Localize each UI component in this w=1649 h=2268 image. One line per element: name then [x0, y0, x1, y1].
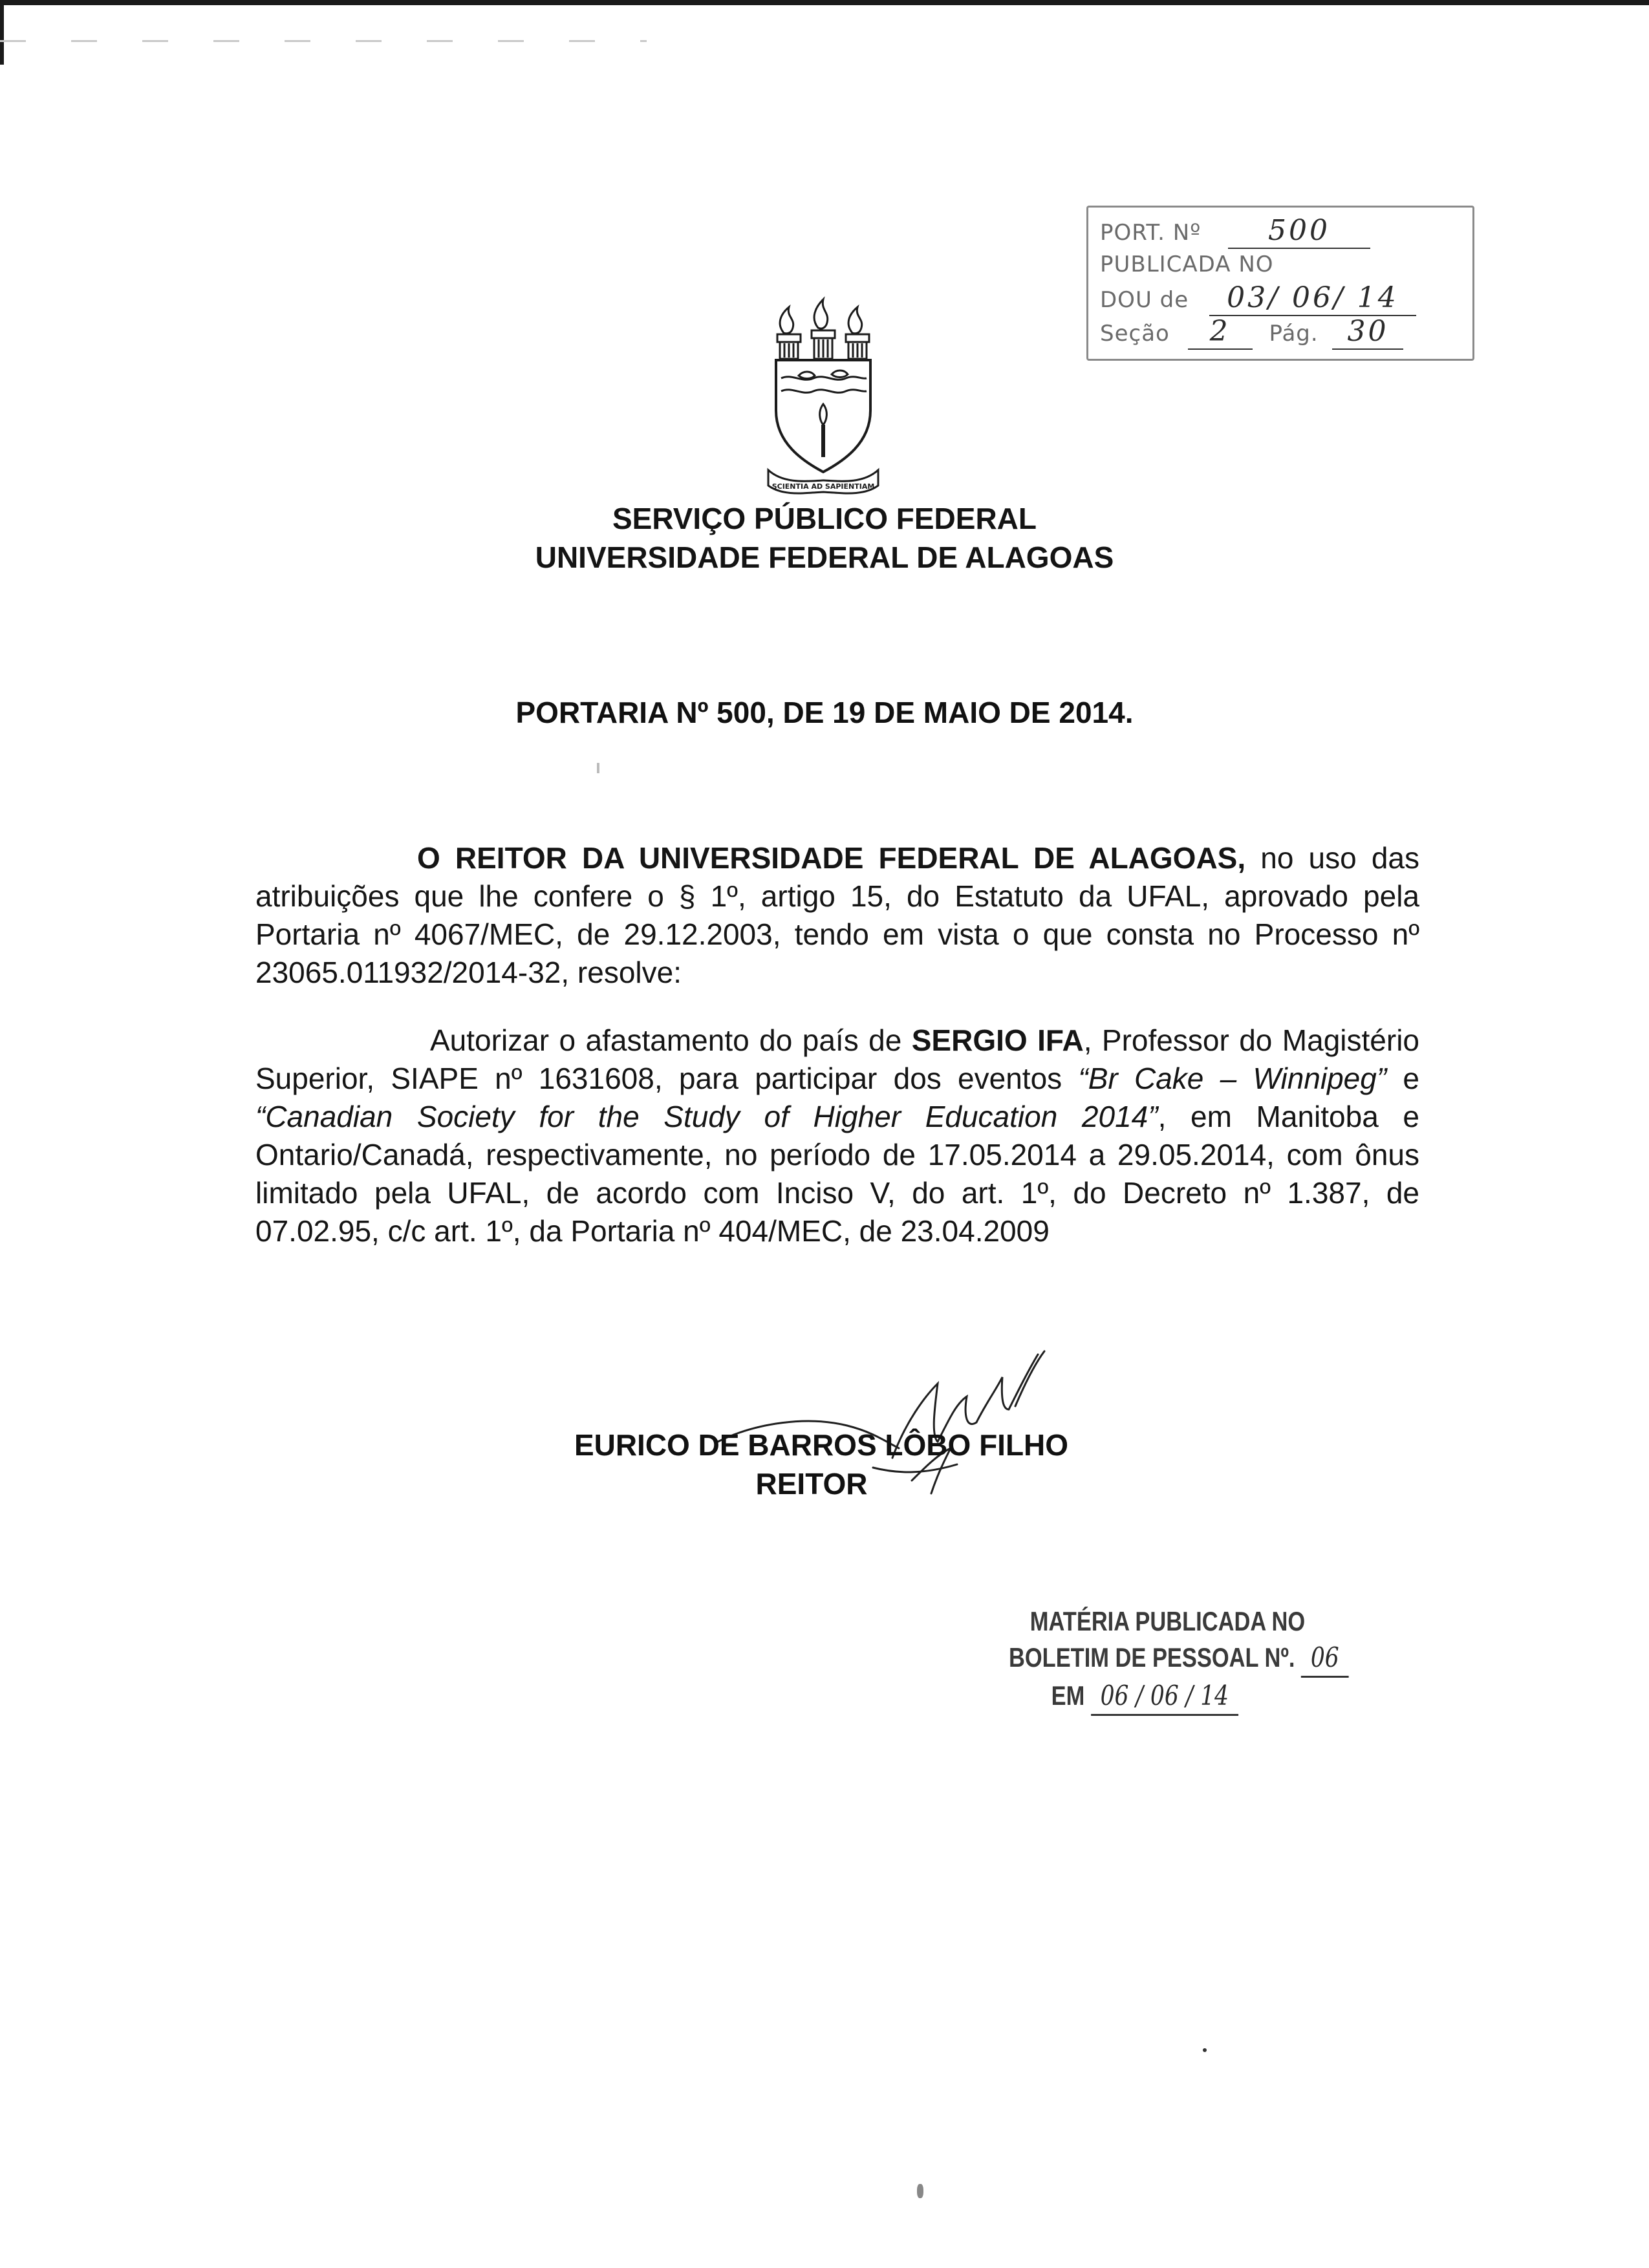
ufal-coat-of-arms-icon	[763, 288, 883, 495]
boletim-line-1: MATÉRIA PUBLICADA NO	[1029, 1606, 1306, 1636]
scan-speck	[1203, 2048, 1207, 2052]
scan-speck	[917, 2184, 923, 2198]
stamp-pag-label: Pág.	[1269, 321, 1319, 347]
scan-border-left	[0, 0, 4, 65]
stamp-dou-row	[1100, 281, 1461, 315]
decision-text-3: e	[1386, 1062, 1419, 1095]
signatory-role: REITOR	[755, 1467, 868, 1501]
decision-person-name: SERGIO IFA	[911, 1023, 1084, 1057]
stamp-secao-label: Seção	[1100, 321, 1170, 347]
boletim-number-label: BOLETIM DE PESSOAL Nº.	[1009, 1642, 1295, 1673]
boletim-line-2	[1009, 1640, 1337, 1678]
preamble-lead: O REITOR DA UNIVERSIDADE FEDERAL DE ALAGOAS,	[417, 841, 1246, 875]
decision-text-1: Autorizar o afastamento do país de	[430, 1023, 912, 1057]
boletim-stamp	[1009, 1603, 1337, 1716]
boletim-date-value: 06 / 06 / 14	[1091, 1678, 1238, 1716]
stamp-pag-value: 30	[1332, 315, 1403, 350]
stamp-secao-value: 2	[1188, 315, 1253, 350]
scan-border-top	[0, 0, 1649, 5]
header-line-2: UNIVERSIDADE FEDERAL DE ALAGOAS	[535, 540, 1114, 574]
decision-event-2: “Canadian Society for the Study of Higher Education 2014”	[255, 1100, 1158, 1133]
paragraph-preamble	[255, 839, 1419, 992]
stamp-port-label: PORT. Nº	[1100, 220, 1202, 246]
header-line-1: SERVIÇO PÚBLICO FEDERAL	[612, 502, 1037, 535]
scan-artifact-dashes	[0, 40, 647, 42]
decision-text-2: , Professor do Magistério Superior, SIAPE nº 1631608, para participar dos eventos	[255, 1023, 1419, 1095]
crest-motto: SCIENTIA AD SAPIENTIAM	[771, 482, 875, 491]
stamp-publicada-label: PUBLICADA NO	[1100, 251, 1274, 277]
stamp-dou-label: DOU de	[1100, 287, 1189, 313]
signatory-name: EURICO DE BARROS LÔBO FILHO	[574, 1428, 1069, 1462]
stamp-publicada-row	[1100, 248, 1461, 281]
publication-stamp	[1086, 206, 1474, 361]
institution-header	[0, 499, 1649, 577]
stamp-dou-date: 03/ 06/ 14	[1209, 281, 1416, 316]
preamble-rest: no uso das atribuições que lhe confere o § 1º, artigo 15, do Estatuto da UFAL, aprovado pela Portaria nº 4067/MEC, de 29.12.2003, tendo em vista o que consta no Processo nº 23065.011932/2014-32, resolve:	[255, 841, 1419, 989]
paragraph-decision	[255, 1022, 1419, 1250]
stamp-port-value: 500	[1228, 214, 1370, 249]
decision-text-4: , em Manitoba e Ontario/Canadá, respectivamente, no período de 17.05.2014 a 29.05.2014, com ônus limitado pela UFAL, de acordo com Inciso V, do art. 1º, do Decreto nº 1.387, de 07.02.95, c/c art. 1º, da Portaria nº 404/MEC, de 23.04.2009	[255, 1100, 1420, 1248]
decision-event-1: “Br Cake – Winnipeg”	[1078, 1062, 1387, 1095]
stamp-secao-row	[1100, 315, 1461, 348]
scan-speck	[597, 763, 599, 773]
boletim-number-value: 06	[1301, 1640, 1348, 1678]
boletim-date-label: EM	[1051, 1680, 1085, 1711]
document-title: PORTARIA Nº 500, DE 19 DE MAIO DE 2014.	[515, 696, 1134, 729]
boletim-line-3	[1009, 1678, 1337, 1716]
signature-block	[0, 1426, 1649, 1503]
stamp-port-row	[1100, 214, 1461, 248]
